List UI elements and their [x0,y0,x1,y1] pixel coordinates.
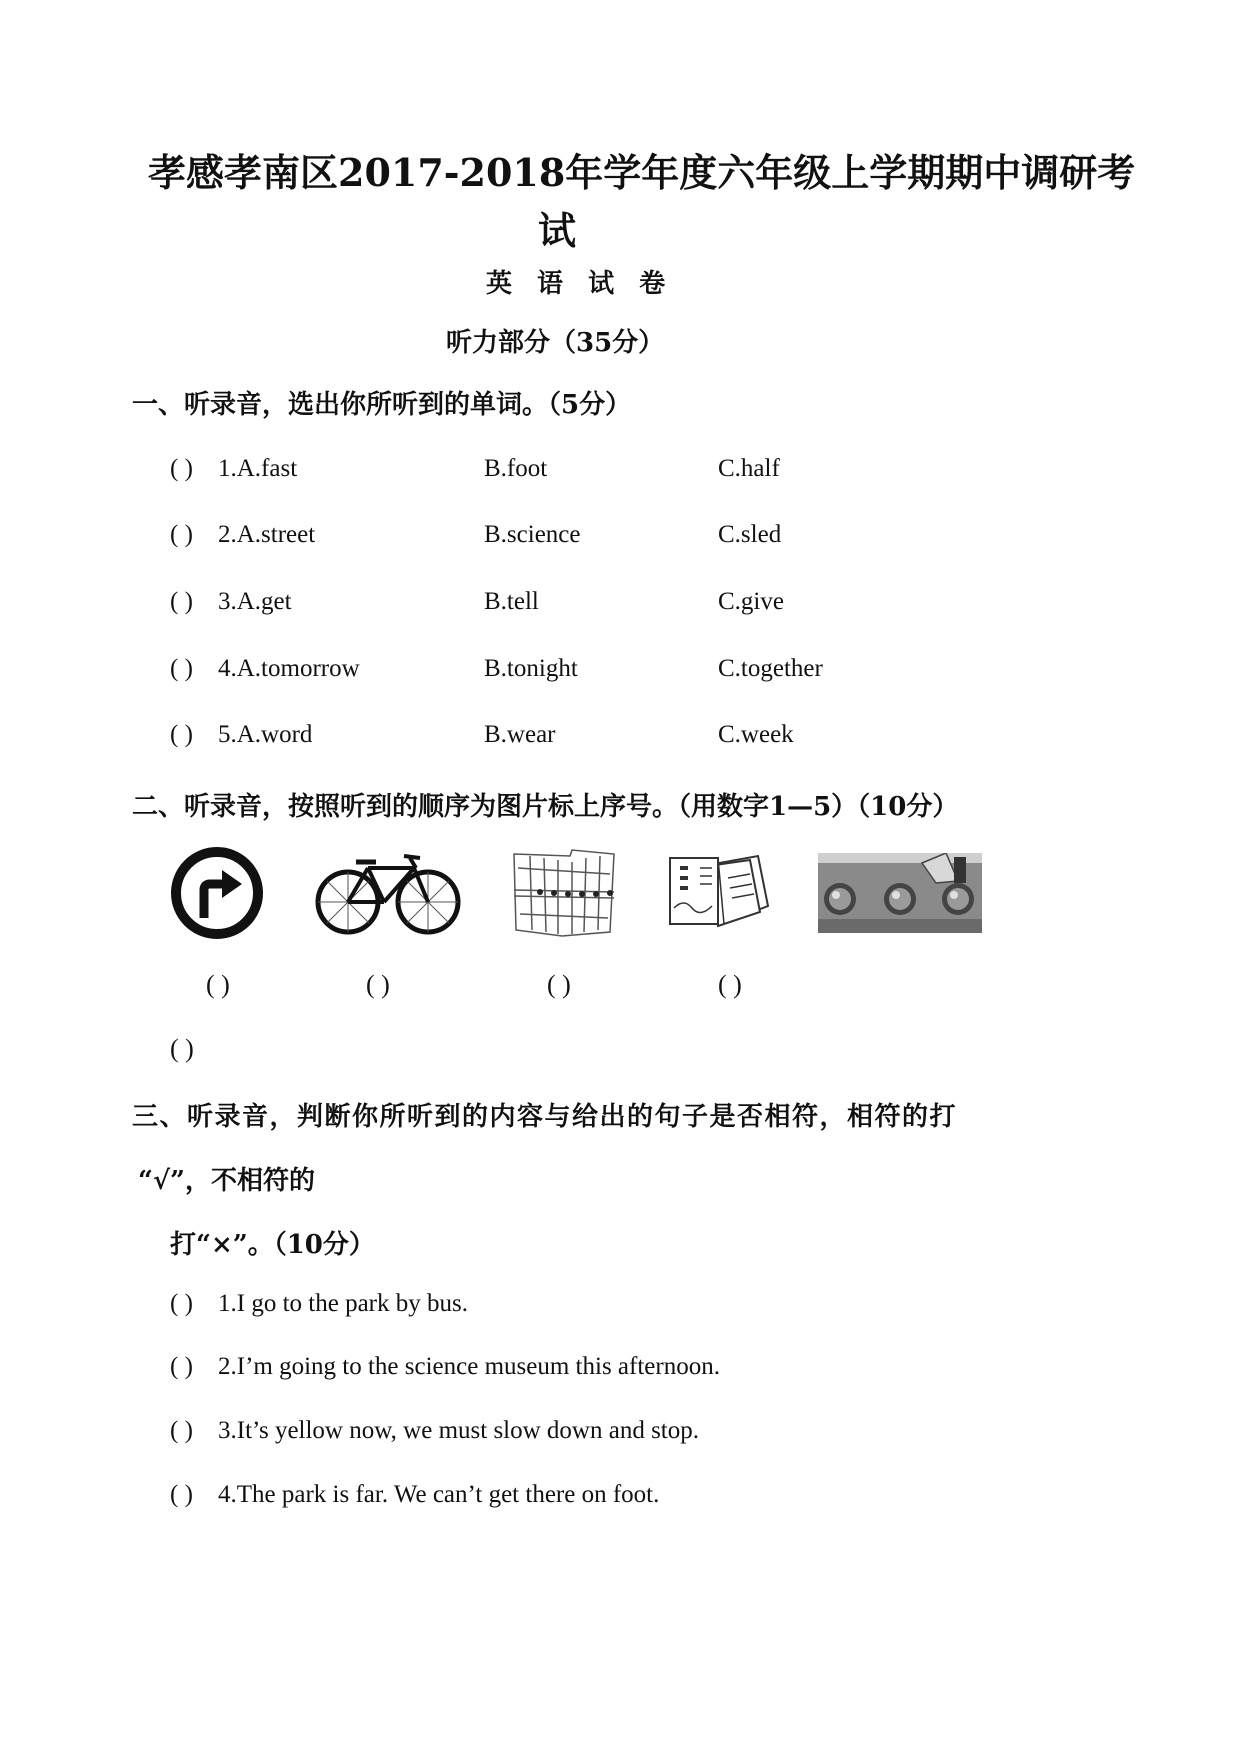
answer-paren[interactable]: ( ) [170,521,193,548]
books-icon [666,850,770,934]
answer-paren[interactable]: ( ) [170,455,193,482]
option-c: C.half [718,455,780,482]
street-map-icon [510,846,620,938]
section1-heading: 一、听录音，选出你所听到的单词。（5分） [132,390,632,420]
picture-answer-blank[interactable]: ( ) [547,970,571,999]
option-c: C.give [718,588,784,615]
page-title-continued: 试 [538,208,577,253]
answer-paren[interactable]: ( ) [170,1290,193,1317]
option-c: C.week [718,721,794,748]
picture-answer-blank[interactable]: ( ) [718,970,742,999]
answer-paren[interactable]: ( ) [170,721,193,748]
listening-header: 听力部分（35分） [446,328,665,358]
traffic-lights-icon [818,853,982,933]
page-title: 孝感孝南区2017-2018年学年度六年级上学期期中调研考 [148,150,1136,195]
section3-heading: 三、听录音，判断你所听到的内容与给出的句子是否相符，相符的打 [132,1102,958,1132]
option-c: C.together [718,655,823,682]
option-b: B.tonight [484,655,578,682]
exam-subtitle: 英 语 试 卷 [486,269,674,299]
answer-paren[interactable]: ( ) [170,1481,193,1508]
answer-paren[interactable]: ( ) [170,588,193,615]
turn-right-sign-icon [168,846,266,940]
judgment-sentence: 2.I’m going to the science museum this afternoon. [218,1353,720,1380]
option-b: B.wear [484,721,556,748]
judgment-sentence: 1.I go to the park by bus. [218,1290,468,1317]
option-a: 4.A.tomorrow [218,655,360,682]
option-c: C.sled [718,521,782,548]
section3-heading-continued: “√”，不相符的 [138,1166,315,1196]
section3-heading-continued: 打“×”。（10分） [170,1230,375,1260]
option-a: 1.A.fast [218,455,298,482]
judgment-sentence: 3.It’s yellow now, we must slow down and stop. [218,1417,699,1444]
option-b: B.tell [484,588,539,615]
picture-answer-blank[interactable]: ( ) [366,970,390,999]
option-b: B.science [484,521,581,548]
option-a: 5.A.word [218,721,313,748]
picture-answer-blank[interactable]: ( ) [206,970,230,999]
answer-paren[interactable]: ( ) [170,1353,193,1380]
answer-paren[interactable]: ( ) [170,1417,193,1444]
section2-heading: 二、听录音，按照听到的顺序为图片标上序号。（用数字1—5）（10分） [132,792,959,822]
picture-answer-blank[interactable]: ( ) [170,1034,194,1063]
judgment-sentence: 4.The park is far. We can’t get there on foot. [218,1481,660,1508]
option-b: B.foot [484,455,548,482]
option-a: 3.A.get [218,588,292,615]
bicycle-icon [312,846,464,940]
option-a: 2.A.street [218,521,316,548]
answer-paren[interactable]: ( ) [170,655,193,682]
